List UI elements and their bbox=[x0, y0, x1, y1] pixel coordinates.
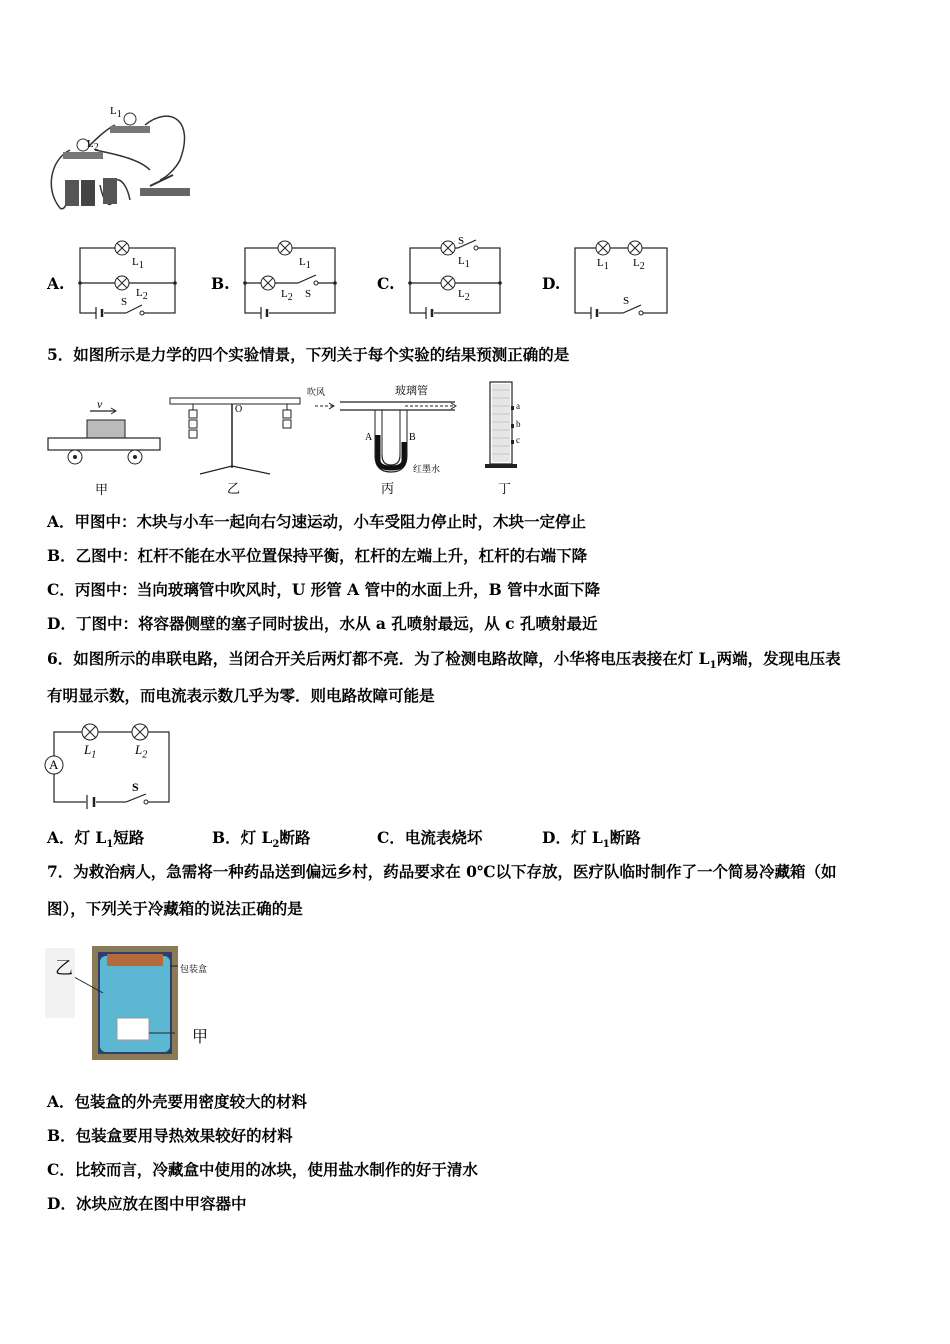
q5-figure-yi-lever: O 乙 bbox=[165, 392, 305, 502]
q5-figure-bing-u-tube: 玻璃管 吹风 A B 红墨水 丙 bbox=[305, 380, 475, 502]
q4-option-a-circuit[interactable]: $L_1$ $L_2$ S bbox=[78, 238, 178, 320]
q6-stem-line1: 6．如图所示的串联电路，当闭合开关后两灯都不亮．为了检测电路故障，小华将电压表接在灯 $L_1$两端，发现电压表 bbox=[47, 649, 841, 672]
q5-figure-jia-cart: v 甲 bbox=[45, 395, 165, 500]
q4-option-b-circuit[interactable]: $L_1$ $L_2$ S bbox=[243, 238, 343, 320]
q7-option-a[interactable]: A．包装盒的外壳要用密度较大的材料 bbox=[47, 1092, 308, 1111]
q6-option-c[interactable]: C．电流表烧坏 bbox=[377, 828, 483, 847]
q6-series-circuit-figure: A $L_1$ $L_2$ S bbox=[42, 720, 177, 810]
q6-option-d[interactable]: D．灯 $L_1$断路 bbox=[542, 828, 641, 851]
q6-option-a[interactable]: A．灯 $L_1$短路 bbox=[47, 828, 145, 851]
q4-option-c-circuit[interactable]: S $L_1$ $L_2$ bbox=[408, 235, 508, 320]
q4-physical-circuit-picture: $L_1$ $L_2$ bbox=[45, 100, 200, 215]
q7-cooler-box-figure: 乙 包装盒 甲 bbox=[45, 938, 235, 1063]
q7-stem-line1: 7．为救治病人，急需将一种药品送到偏远乡村，药品要求在 0℃以下存放，医疗队临时制作了一个简易冷藏箱（如 bbox=[47, 862, 837, 881]
q5-option-c[interactable]: C．丙图中：当向玻璃管中吹风时，U 形管 A 管中的水面上升，B 管中水面下降 bbox=[47, 580, 601, 599]
q5-option-a[interactable]: A．甲图中：木块与小车一起向右匀速运动，小车受阻力停止时，木块一定停止 bbox=[47, 512, 587, 531]
q4-option-a-letter[interactable]: A. bbox=[47, 274, 65, 293]
q7-option-c[interactable]: C．比较而言，冷藏盒中使用的冰块，使用盐水制作的好于清水 bbox=[47, 1160, 478, 1179]
q6-option-b[interactable]: B．灯 $L_2$断路 bbox=[212, 828, 311, 851]
q7-option-b[interactable]: B．包装盒要用导热效果较好的材料 bbox=[47, 1126, 293, 1145]
q4-option-c-letter[interactable]: C. bbox=[377, 274, 395, 293]
q4-option-b-letter[interactable]: B. bbox=[211, 274, 230, 293]
q5-stem: 5．如图所示是力学的四个实验情景，下列关于每个实验的结果预测正确的是 bbox=[47, 345, 570, 364]
q4-option-d-letter[interactable]: D. bbox=[542, 274, 561, 293]
q7-option-d[interactable]: D．冰块应放在图中甲容器中 bbox=[47, 1194, 247, 1213]
q6-stem-line2: 有明显示数，而电流表示数几乎为零．则电路故障可能是 bbox=[47, 686, 435, 705]
q4-option-d-circuit[interactable]: $L_1$ $L_2$ S bbox=[573, 235, 673, 320]
q5-option-b[interactable]: B．乙图中：杠杆不能在水平位置保持平衡，杠杆的左端上升，杠杆的右端下降 bbox=[47, 546, 588, 565]
q5-option-d[interactable]: D．丁图中：将容器侧壁的塞子同时拔出，水从 a 孔喷射最远，从 c 孔喷射最近 bbox=[47, 614, 598, 633]
q5-figure-ding-container: a b c 丁 bbox=[480, 378, 540, 502]
q7-stem-line2: 图），下列关于冷藏箱的说法正确的是 bbox=[47, 899, 303, 918]
